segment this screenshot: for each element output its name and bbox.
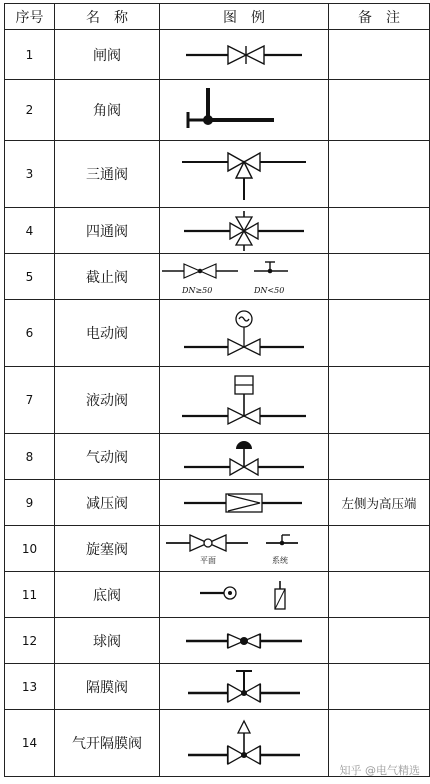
globe-valve-caption-small: DN<50 xyxy=(254,285,285,295)
valve-name: 气开隔膜阀 xyxy=(55,710,160,777)
note-cell xyxy=(329,254,430,300)
plug-valve-caption-system: 系统 xyxy=(272,555,288,565)
note-cell xyxy=(329,80,430,141)
header-no: 序号 xyxy=(5,4,55,30)
row-number: 9 xyxy=(5,480,55,526)
note-cell xyxy=(329,664,430,710)
header-note: 备 注 xyxy=(329,4,430,30)
note-cell xyxy=(329,30,430,80)
table-row xyxy=(5,618,430,664)
air-open-diaphragm-valve-symbol xyxy=(160,710,329,777)
row-number: 14 xyxy=(5,710,55,777)
valve-name: 球阀 xyxy=(55,618,160,664)
valve-name: 旋塞阀 xyxy=(55,526,160,572)
valve-name: 气动阀 xyxy=(55,434,160,480)
table-row xyxy=(5,254,430,300)
table-row xyxy=(5,141,430,208)
row-number: 10 xyxy=(5,526,55,572)
globe-valve-symbol xyxy=(160,254,329,300)
pressure-reducing-valve-symbol xyxy=(160,480,329,526)
note-cell: 左侧为高压端 xyxy=(329,480,430,526)
note-cell xyxy=(329,526,430,572)
header-name: 名 称 xyxy=(55,4,160,30)
note-cell xyxy=(329,208,430,254)
row-number: 3 xyxy=(5,141,55,208)
row-number: 2 xyxy=(5,80,55,141)
table-row xyxy=(5,80,430,141)
note-cell xyxy=(329,572,430,618)
header-symbol: 图 例 xyxy=(160,4,329,30)
hydraulic-valve-symbol xyxy=(160,367,329,434)
note-cell xyxy=(329,618,430,664)
table-row xyxy=(5,208,430,254)
table-row xyxy=(5,367,430,434)
header-row xyxy=(5,4,430,30)
note-cell xyxy=(329,141,430,208)
diaphragm-valve-symbol xyxy=(160,664,329,710)
valve-name: 截止阀 xyxy=(55,254,160,300)
valve-name: 电动阀 xyxy=(55,300,160,367)
row-number: 5 xyxy=(5,254,55,300)
three-way-valve-symbol xyxy=(160,141,329,208)
row-number: 7 xyxy=(5,367,55,434)
table-row xyxy=(5,300,430,367)
table-row xyxy=(5,572,430,618)
pneumatic-valve-symbol xyxy=(160,434,329,480)
table-row xyxy=(5,434,430,480)
globe-valve-caption-large: DN≥50 xyxy=(182,285,213,295)
row-number: 8 xyxy=(5,434,55,480)
valve-name: 闸阀 xyxy=(55,30,160,80)
foot-valve-symbol xyxy=(160,572,329,618)
ball-valve-symbol xyxy=(160,618,329,664)
valve-name: 底阀 xyxy=(55,572,160,618)
note-cell xyxy=(329,300,430,367)
valve-legend-table xyxy=(4,3,430,777)
note-cell xyxy=(329,434,430,480)
table-row xyxy=(5,526,430,572)
valve-name: 减压阀 xyxy=(55,480,160,526)
row-number: 12 xyxy=(5,618,55,664)
table-row xyxy=(5,664,430,710)
row-number: 1 xyxy=(5,30,55,80)
angle-valve-symbol xyxy=(160,80,329,141)
row-number: 6 xyxy=(5,300,55,367)
table-row xyxy=(5,480,430,526)
valve-name: 三通阀 xyxy=(55,141,160,208)
table-row xyxy=(5,30,430,80)
note-cell xyxy=(329,367,430,434)
valve-name: 隔膜阀 xyxy=(55,664,160,710)
row-number: 13 xyxy=(5,664,55,710)
four-way-valve-symbol xyxy=(160,208,329,254)
plug-valve-symbol xyxy=(160,526,329,572)
valve-name: 液动阀 xyxy=(55,367,160,434)
row-number: 4 xyxy=(5,208,55,254)
valve-name: 四通阀 xyxy=(55,208,160,254)
watermark: 知乎 @电气精选 xyxy=(339,764,420,777)
row-number: 11 xyxy=(5,572,55,618)
plug-valve-caption-plan: 平面 xyxy=(200,555,216,565)
gate-valve-symbol xyxy=(160,30,329,80)
motor-valve-symbol xyxy=(160,300,329,367)
valve-name: 角阀 xyxy=(55,80,160,141)
